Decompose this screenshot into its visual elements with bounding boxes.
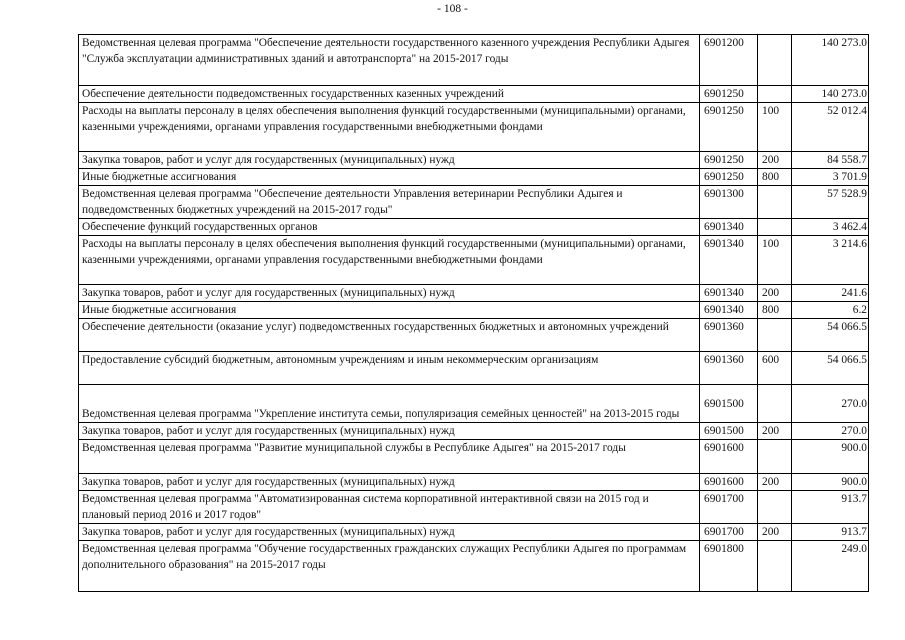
row-name: Ведомственная целевая программа "Обеспечение деятельности Управления ветеринарии Республики Адыгея и подведомственных бюджетных учреждений на 2015-2017 годы" xyxy=(79,186,700,219)
row-code: 6901600 xyxy=(700,474,758,491)
table-row xyxy=(79,35,869,86)
page-number: - 108 - xyxy=(437,3,468,15)
row-type xyxy=(758,86,792,103)
row-code: 6901700 xyxy=(700,491,758,524)
row-sum: 140 273.0 xyxy=(792,86,869,103)
row-sum: 6.2 xyxy=(792,302,869,319)
row-type: 200 xyxy=(758,524,792,541)
table-row xyxy=(79,86,869,103)
table-row xyxy=(79,319,869,352)
table-row xyxy=(79,440,869,474)
row-sum: 54 066.5 xyxy=(792,352,869,385)
row-code: 6901250 xyxy=(700,86,758,103)
row-type xyxy=(758,385,792,423)
row-sum: 270.0 xyxy=(792,423,869,440)
table-row xyxy=(79,541,869,592)
table-row xyxy=(79,474,869,491)
row-code: 6901600 xyxy=(700,440,758,474)
table-row xyxy=(79,524,869,541)
row-type: 600 xyxy=(758,352,792,385)
table-row xyxy=(79,302,869,319)
row-code: 6901340 xyxy=(700,302,758,319)
row-sum: 3 214.6 xyxy=(792,236,869,285)
row-type xyxy=(758,35,792,86)
table-row xyxy=(79,103,869,152)
row-sum: 140 273.0 xyxy=(792,35,869,86)
row-code: 6901340 xyxy=(700,285,758,302)
row-code: 6901360 xyxy=(700,319,758,352)
row-type: 200 xyxy=(758,423,792,440)
row-name: Закупка товаров, работ и услуг для государственных (муниципальных) нужд xyxy=(79,152,700,169)
row-name: Закупка товаров, работ и услуг для государственных (муниципальных) нужд xyxy=(79,285,700,302)
row-code: 6901200 xyxy=(700,35,758,86)
row-sum: 3 462.4 xyxy=(792,219,869,236)
row-sum: 57 528.9 xyxy=(792,186,869,219)
row-code: 6901250 xyxy=(700,169,758,186)
row-sum: 270.0 xyxy=(792,385,869,423)
row-code: 6901340 xyxy=(700,236,758,285)
table-row xyxy=(79,219,869,236)
row-name: Иные бюджетные ассигнования xyxy=(79,169,700,186)
row-sum: 913.7 xyxy=(792,524,869,541)
row-code: 6901360 xyxy=(700,352,758,385)
table-row xyxy=(79,385,869,423)
row-name: Ведомственная целевая программа "Развитие муниципальной службы в Республике Адыгея" на 2015-2017 годы xyxy=(79,440,700,474)
row-sum: 900.0 xyxy=(792,474,869,491)
row-sum: 913.7 xyxy=(792,491,869,524)
row-sum: 900.0 xyxy=(792,440,869,474)
row-code: 6901700 xyxy=(700,524,758,541)
row-name: Обеспечение деятельности (оказание услуг) подведомственных государственных бюджетных и автономных учреждений xyxy=(79,319,700,352)
table-row xyxy=(79,491,869,524)
row-name: Закупка товаров, работ и услуг для государственных (муниципальных) нужд xyxy=(79,524,700,541)
row-code: 6901500 xyxy=(700,385,758,423)
table-row xyxy=(79,186,869,219)
row-type: 800 xyxy=(758,169,792,186)
row-name: Иные бюджетные ассигнования xyxy=(79,302,700,319)
budget-table xyxy=(78,34,869,592)
row-name: Расходы на выплаты персоналу в целях обеспечения выполнения функций государственными (муниципальными) органами, казенными учреждениями, органами управления государственными внебюджетными фондами xyxy=(79,103,700,152)
table-row xyxy=(79,152,869,169)
row-type xyxy=(758,440,792,474)
row-code: 6901340 xyxy=(700,219,758,236)
row-name: Ведомственная целевая программа "Обеспечение деятельности государственного казенного учреждения Республики Адыгея "Служба эксплуатации административных зданий и автотранспорта" на 2015-2017 годы xyxy=(79,35,700,86)
row-name: Обеспечение деятельности подведомственных государственных казенных учреждений xyxy=(79,86,700,103)
row-type xyxy=(758,186,792,219)
table-row xyxy=(79,285,869,302)
row-name: Расходы на выплаты персоналу в целях обеспечения выполнения функций государственными (муниципальными) органами, казенными учреждениями, органами управления государственными внебюджетными фондами xyxy=(79,236,700,285)
row-type xyxy=(758,541,792,592)
table-row xyxy=(79,423,869,440)
row-name: Ведомственная целевая программа "Автоматизированная система корпоративной интерактивной связи на 2015 год и плановый период 2016 и 2017 годов" xyxy=(79,491,700,524)
table-row xyxy=(79,169,869,186)
row-code: 6901500 xyxy=(700,423,758,440)
row-type: 200 xyxy=(758,152,792,169)
row-sum: 52 012.4 xyxy=(792,103,869,152)
row-sum: 249.0 xyxy=(792,541,869,592)
row-sum: 241.6 xyxy=(792,285,869,302)
row-code: 6901250 xyxy=(700,152,758,169)
row-code: 6901250 xyxy=(700,103,758,152)
row-sum: 54 066.5 xyxy=(792,319,869,352)
table-row xyxy=(79,236,869,285)
row-name: Предоставление субсидий бюджетным, автономным учреждениям и иным некоммерческим организациям xyxy=(79,352,700,385)
row-type: 200 xyxy=(758,285,792,302)
row-type: 800 xyxy=(758,302,792,319)
row-type xyxy=(758,319,792,352)
row-name: Обеспечение функций государственных органов xyxy=(79,219,700,236)
row-type xyxy=(758,219,792,236)
row-type: 100 xyxy=(758,103,792,152)
table-row xyxy=(79,352,869,385)
row-sum: 84 558.7 xyxy=(792,152,869,169)
row-name: Ведомственная целевая программа "Обучение государственных гражданских служащих Республики Адыгея по программам дополнительного образования" на 2015-2017 годы xyxy=(79,541,700,592)
row-type xyxy=(758,491,792,524)
row-sum: 3 701.9 xyxy=(792,169,869,186)
row-code: 6901800 xyxy=(700,541,758,592)
row-name: Закупка товаров, работ и услуг для государственных (муниципальных) нужд xyxy=(79,423,700,440)
row-type: 100 xyxy=(758,236,792,285)
row-type: 200 xyxy=(758,474,792,491)
row-code: 6901300 xyxy=(700,186,758,219)
row-name: Закупка товаров, работ и услуг для государственных (муниципальных) нужд xyxy=(79,474,700,491)
row-name: Ведомственная целевая программа "Укрепление института семьи, популяризация семейных ценностей" на 2013-2015 годы xyxy=(79,385,700,423)
